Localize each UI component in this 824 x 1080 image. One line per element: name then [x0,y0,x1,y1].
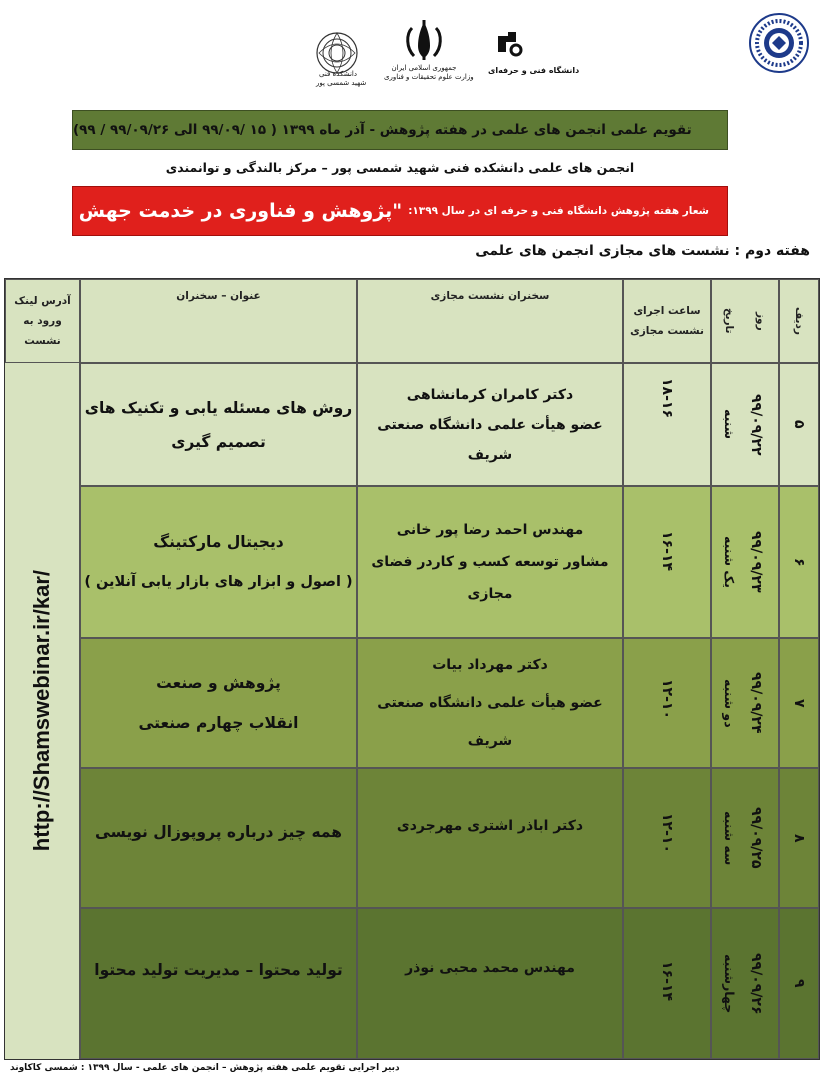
row-number: ۸ [791,833,807,843]
title-banner [72,110,728,150]
government-logo [384,16,474,94]
webinar-link[interactable]: http://Shamswebinar.ir/kar/ [29,570,54,852]
title-line1: تولید محتوا – مدیریت تولید محتوا [94,961,343,979]
header-time [623,279,711,363]
header-row-number-label: ردیف [793,307,805,335]
row-day: سه شنبه [722,810,737,866]
schedule-table [4,278,820,1060]
header-link-line1: آدرس لینک [14,295,71,307]
speaker-line2: مشاور توسعه کسب و کاردر فضای [371,554,609,570]
speaker-cell [357,486,623,638]
speaker-cell [357,638,623,768]
slogan-text: "پژوهش و فناوری در خدمت جهش تولید" [17,200,403,222]
row-date: ۹۹/۰۹/۲۵ [748,807,764,869]
date-day-cell [711,638,779,768]
title-line1: پژوهش و صنعت [156,674,281,692]
time-cell [623,908,711,1059]
tvu-emblem-icon [494,28,524,58]
header-link-line2: ورود به [23,315,62,327]
row-number: ۶ [791,557,807,567]
row-time: ۱۶-۱۴ [659,961,675,1001]
speaker-line1: مهندس احمد رضا پور خانی [396,522,584,538]
title-line2: تصمیم گیری [171,432,266,451]
row-time: ۱۲-۱۰ [659,679,675,719]
title-cell [80,908,357,1059]
row-date: ۹۹/۰۹/۲۳ [748,531,764,593]
date-day-cell [711,908,779,1059]
title-cell [80,638,357,768]
slogan-banner [17,186,728,236]
speaker-line1: مهندس محمد محبی نوذر [405,960,575,976]
week-heading: هفته دوم : نشست های مجازی انجمن های علمی [475,243,810,259]
header-time-line1: ساعت اجرای [633,305,701,317]
header-link [5,279,80,363]
iran-emblem-icon [402,20,446,60]
speaker-line1: دکتر اباذر اشتری مهرجردی [396,818,584,834]
row-number-cell [779,363,819,486]
row-day: یک شنبه [722,536,737,588]
time-cell [623,363,711,486]
header-speakers [357,279,623,363]
speaker-line1: دکتر مهرداد بیات [432,657,548,673]
footer-text: دبیر اجرایی تقویم علمی هفته پژوهش – انجمن های علمی - سال ۱۳۹۹ : شمسی کاکاوند [10,1063,400,1073]
university-seal [748,12,810,74]
row-number-cell [779,486,819,638]
speaker-line2: عضو هیأت علمی دانشگاه صنعتی شریف [377,695,603,749]
speaker-line1: دکتر کامران کرمانشاهی [406,386,574,403]
tvu-text: دانشگاه فنی و حرفه‌ای [488,66,580,75]
subtitle: انجمن های علمی دانشکده فنی شهید شمسی پور – مرکز بالندگی و توانمندی [165,159,635,175]
row-time: ۱۲-۱۰ [659,813,675,853]
speaker-cell [357,768,623,908]
title-line2: ( اصول و ابزار های بازار یابی آنلاین ) [84,574,353,590]
header-title [80,279,357,363]
row-number-cell [779,638,819,768]
faculty-logo [312,18,367,88]
title-line1: دیجیتال مارکتینگ [153,533,284,551]
header-day-label: روز [755,311,767,331]
header-speakers-label: سخنران نشست مجازی [430,290,550,302]
header-title-label: عنوان – سخنران [176,290,261,302]
title-line1: روش های مسئله یابی و تکنیک های [84,398,353,417]
row-time: ۱۶-۱۴ [659,531,675,571]
row-day: شنبه [722,409,737,440]
row-number-cell [779,768,819,908]
government-text-1: جمهوری اسلامی ایران [391,64,457,72]
university-seal-icon [748,12,810,74]
title-line1: همه چیز درباره پروپوزال نویسی [95,823,342,841]
faculty-logo-text-1: دانشکده فنی [319,70,357,78]
time-cell [623,638,711,768]
time-cell [623,768,711,908]
title-cell [80,363,357,486]
row-date: ۹۹/۰۹/۲۴ [748,672,764,734]
header-link-line3: نشست [24,335,61,347]
title-line2: انقلاب چهارم صنعتی [138,714,299,732]
row-number-cell [779,908,819,1059]
row-number: ۷ [791,698,807,708]
faculty-emblem-icon [315,31,359,75]
row-day: دو شنبه [722,678,737,728]
date-day-cell [711,768,779,908]
speaker-line2: عضو هیأت علمی دانشگاه صنعتی شریف [377,416,603,463]
date-day-cell [711,486,779,638]
slogan-prefix: شعار هفته پژوهش دانشگاه فنی و حرفه ای در سال ۱۳۹۹: [408,205,709,217]
row-date: ۹۹/۰۹/۲۲ [748,393,764,456]
row-number: ۵ [791,420,807,429]
header-date-day [711,279,779,363]
row-day: چهارشنبه [722,953,737,1014]
header-date-label: تاریخ [723,308,735,334]
row-number: ۹ [791,979,807,988]
time-cell [623,486,711,638]
speaker-line3: مجازی [467,586,513,602]
title-cell [80,486,357,638]
page-title: تقویم علمی انجمن های علمی در هفته پژوهش - آذر ماه ۱۳۹۹ ( ۱۵ /۹۹/۰۹ الی ۹۹/۰۹/۲۶ / ۹۹) [73,122,692,138]
government-text-2: وزارت علوم تحقیقات و فناوری [384,73,474,81]
header-time-line2: نشست مجازی [630,325,704,337]
speaker-cell [357,908,623,1059]
faculty-logo-text-2: شهید شمسی پور [316,79,367,87]
webinar-link-cell[interactable] [5,363,80,1059]
tvu-logo [488,28,580,86]
date-day-cell [711,363,779,486]
title-cell [80,768,357,908]
row-date: ۹۹/۰۹/۲۶ [748,952,764,1015]
row-time: ۱۸-۱۶ [659,378,675,418]
header-row-number [779,279,819,363]
footer-note [10,1063,820,1073]
speaker-cell [357,363,623,486]
